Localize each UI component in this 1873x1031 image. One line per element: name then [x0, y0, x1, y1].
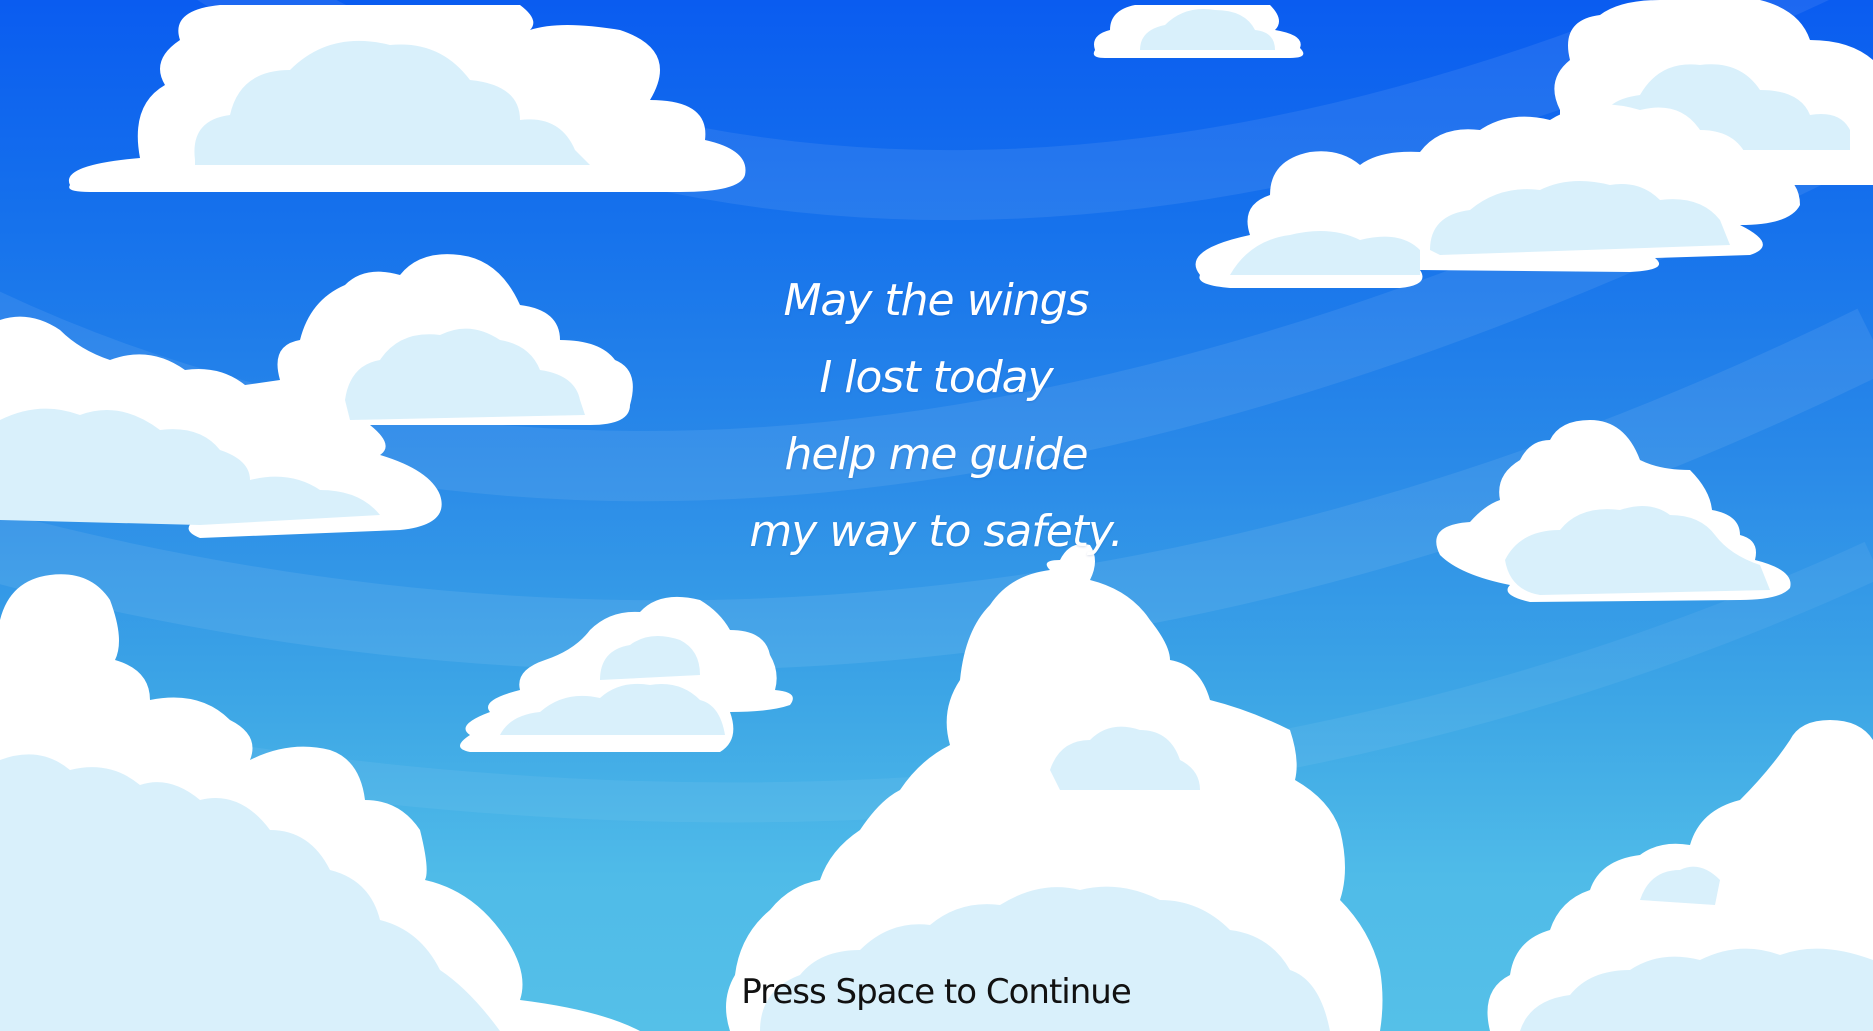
continue-prompt[interactable]: Press Space to Continue — [741, 972, 1131, 1012]
poem-line: I lost today — [819, 352, 1053, 403]
poem-line: help me guide — [784, 429, 1088, 480]
cloud-icon — [460, 597, 793, 752]
cloud-icon — [1196, 104, 1800, 288]
cloud-icon — [69, 5, 746, 192]
poem-line: May the wings — [783, 275, 1089, 326]
cloud-icon — [1094, 5, 1304, 58]
poem-line: my way to safety. — [749, 506, 1123, 557]
cloud-icon — [1488, 720, 1873, 1031]
cloud-icon — [726, 544, 1383, 1031]
cloud-icon — [0, 574, 640, 1031]
cloud-icon — [1436, 420, 1790, 602]
cloud-icon — [0, 254, 633, 538]
story-poem — [636, 262, 1236, 570]
